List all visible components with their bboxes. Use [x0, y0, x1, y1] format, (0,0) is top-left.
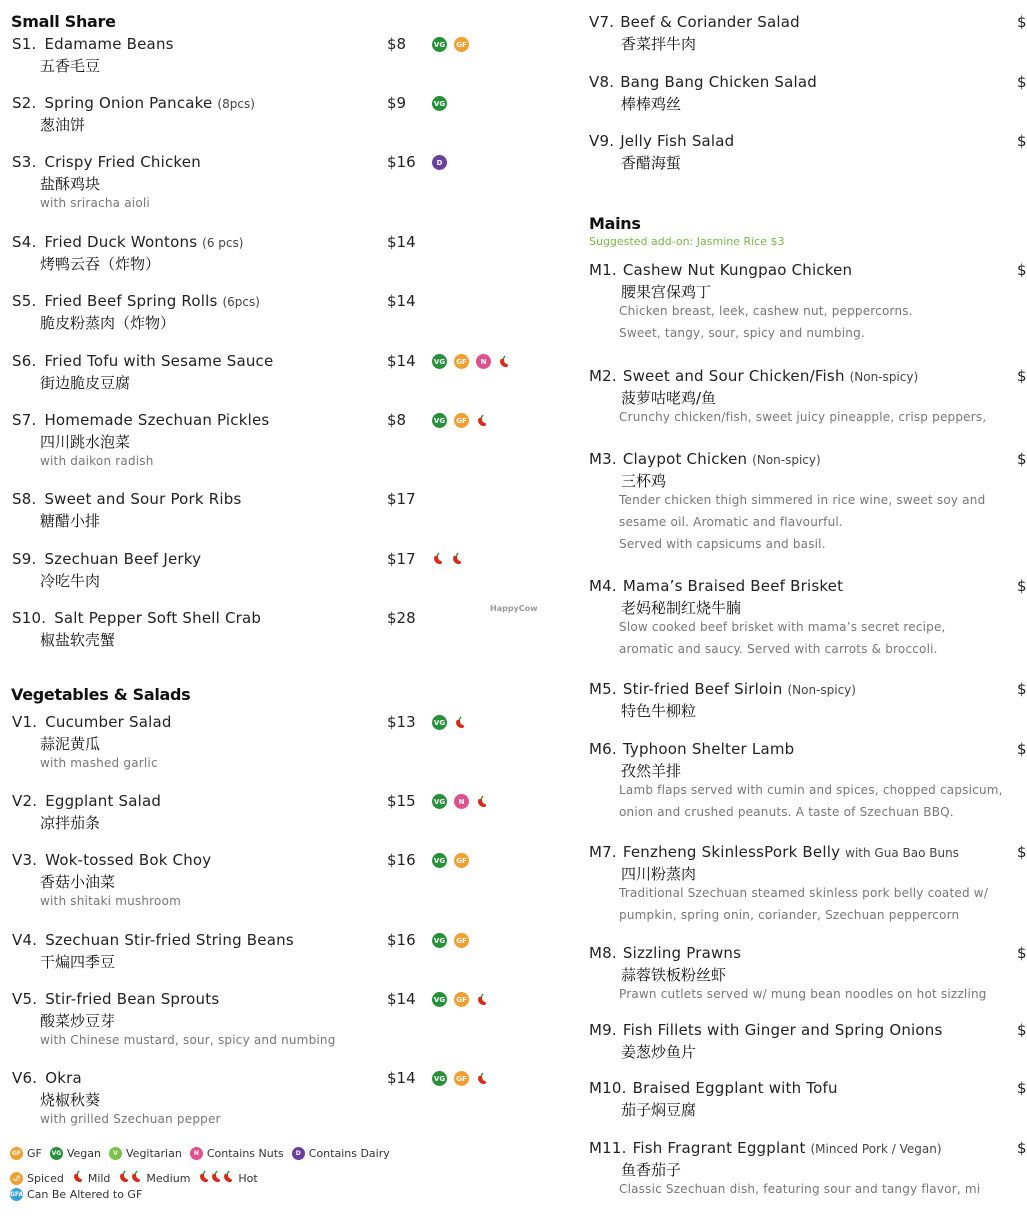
item-description: with mashed garlic [40, 756, 158, 770]
legend-nuts-label: Contains Nuts [206, 1147, 284, 1160]
item-description: Tender chicken thigh simmered in rice wine, sweet soy and [619, 493, 986, 507]
menu-item [0, 411, 560, 471]
gf-badge-icon: GF [454, 853, 469, 868]
item-description: Chicken breast, leek, cashew nut, peppercorns. [619, 304, 913, 318]
happycow-watermark: HappyCow [490, 604, 538, 613]
item-description: aromatic and saucy. Served with carrots & broccoli. [619, 642, 938, 656]
item-chinese-name: 茄子焖豆腐 [621, 1101, 697, 1119]
item-name [589, 944, 741, 962]
item-title: Szechuan Stir-fried String Beans [45, 931, 294, 949]
item-code: V4. [12, 931, 38, 949]
menu-item [0, 233, 560, 293]
menu-item [0, 851, 560, 911]
legend-dairy-label: Contains Dairy [308, 1147, 390, 1160]
item-price: $8 [387, 411, 407, 429]
legend-row-3 [10, 1188, 142, 1201]
item-price: $ [1017, 1139, 1027, 1157]
vg-badge-icon: VG [432, 413, 447, 428]
item-name [12, 352, 273, 370]
nuts-badge-icon: N [454, 794, 469, 809]
menu-item [0, 292, 560, 352]
item-qualifier: with Gua Bao Buns [845, 846, 959, 860]
item-code: S7. [12, 411, 37, 429]
item-price: $28 [387, 609, 416, 627]
item-chinese-name: 街边脆皮豆腐 [40, 374, 131, 392]
chili-icon [432, 552, 444, 565]
item-code: S9. [12, 550, 37, 568]
item-name [12, 792, 161, 810]
item-chinese-name: 蒜蓉铁板粉丝虾 [621, 966, 727, 984]
menu-item [0, 931, 560, 991]
item-description: with daikon radish [40, 454, 154, 468]
vg-badge-icon: VG [432, 354, 447, 369]
vg-badge-icon: VG [432, 96, 447, 111]
item-chinese-name: 烤鸭云吞（炸物） [40, 255, 161, 273]
legend-row-2 [10, 1170, 258, 1186]
item-badges [432, 155, 447, 170]
item-code: V2. [12, 792, 38, 810]
item-name [12, 411, 269, 429]
vegan-badge-icon: VG [50, 1147, 63, 1160]
vg-badge-icon: VG [432, 853, 447, 868]
item-badges [432, 413, 488, 428]
item-price: $17 [387, 490, 416, 508]
item-title: Mama’s Braised Beef Brisket [622, 577, 844, 595]
item-code: V9. [589, 132, 615, 150]
item-qualifier: (8pcs) [217, 97, 255, 111]
item-title: Fish Fragrant Eggplant [632, 1139, 806, 1157]
mains-suggested-addon: Suggested add-on: Jasmine Rice $3 [589, 235, 785, 248]
menu-item [0, 490, 560, 550]
item-chinese-name: 四川跳水泡菜 [40, 433, 131, 451]
mains-title: Mains [589, 214, 641, 233]
item-title: Salt Pepper Soft Shell Crab [54, 609, 262, 627]
item-chinese-name: 冷吃牛肉 [40, 572, 101, 590]
item-name [12, 153, 201, 171]
menu-item [578, 132, 1027, 212]
item-title: Eggplant Salad [45, 792, 162, 810]
item-badges [432, 933, 469, 948]
item-title: Braised Eggplant with Tofu [632, 1079, 838, 1097]
item-chinese-name: 蒜泥黄瓜 [40, 735, 101, 753]
item-name [589, 450, 821, 468]
item-qualifier: (6 pcs) [202, 236, 244, 250]
item-title: Stir-fried Beef Sirloin [622, 680, 783, 698]
item-chinese-name: 凉拌茄条 [40, 814, 101, 832]
item-chinese-name: 五香毛豆 [40, 57, 101, 75]
item-price: $ [1017, 680, 1027, 698]
legend-hot-label: Hot [238, 1171, 258, 1185]
item-name [12, 35, 174, 53]
item-code: S3. [12, 153, 37, 171]
item-description: Crunchy chicken/fish, sweet juicy pineapple, crisp peppers, [619, 410, 987, 424]
vg-badge-icon: VG [432, 37, 447, 52]
item-qualifier-vegan: Vegan [899, 1142, 937, 1156]
item-price: $ [1017, 577, 1027, 595]
item-name [12, 292, 260, 310]
item-chinese-name: 脆皮粉蒸肉（炸物） [40, 314, 176, 332]
chili-icon [198, 1170, 210, 1183]
item-price: $ [1017, 132, 1027, 150]
menu-item [0, 550, 560, 610]
item-description: with grilled Szechuan pepper [40, 1112, 221, 1126]
item-description: Slow cooked beef brisket with mama’s secret recipe, [619, 620, 946, 634]
menu-item [578, 577, 1027, 657]
item-title: Fried Duck Wontons [44, 233, 198, 251]
item-code: M9. [589, 1021, 617, 1039]
dairy-badge-icon: D [432, 155, 447, 170]
item-name [12, 490, 242, 508]
legend-medium-label: Medium [146, 1171, 191, 1185]
item-chinese-name: 四川粉蒸肉 [621, 865, 697, 883]
item-name [589, 13, 800, 31]
item-title: Claypot Chicken [622, 450, 748, 468]
legend-gfa-label: Can Be Altered to GF [27, 1188, 143, 1201]
item-title: Typhoon Shelter Lamb [622, 740, 795, 758]
menu-item [0, 35, 560, 95]
item-code: V1. [12, 713, 38, 731]
item-chinese-name: 特色牛柳粒 [621, 702, 697, 720]
vegetarian-badge-icon: V [109, 1147, 122, 1160]
dairy-badge-icon: D [292, 1147, 305, 1160]
item-code: S1. [12, 35, 37, 53]
menu-item [578, 1139, 1027, 1219]
item-badges [432, 853, 469, 868]
item-price: $8 [387, 35, 407, 53]
item-price: $16 [387, 851, 416, 869]
item-price: $16 [387, 153, 416, 171]
item-qualifier: (Non-spicy) [787, 683, 856, 697]
item-badges [432, 96, 447, 111]
item-code: V5. [12, 990, 38, 1008]
menu-item [578, 944, 1027, 1024]
item-chinese-name: 椒盐软壳蟹 [40, 631, 116, 649]
chili-icon [454, 716, 466, 729]
item-code: M5. [589, 680, 617, 698]
item-badges [432, 715, 466, 730]
item-description: with Chinese mustard, sour, spicy and numbing [40, 1033, 336, 1047]
item-title: Sizzling Prawns [622, 944, 742, 962]
item-price: $15 [387, 792, 416, 810]
item-title: Beef & Coriander Salad [620, 13, 800, 31]
legend-vegetarian-label: Vegitarian [126, 1147, 182, 1160]
chili-icon [498, 355, 510, 368]
item-code: S2. [12, 94, 37, 112]
chili-icon [130, 1170, 142, 1183]
item-code: M1. [589, 261, 617, 279]
menu-item [578, 367, 1027, 447]
item-name [12, 233, 243, 251]
menu-item [0, 609, 560, 669]
item-title: Stir-fried Bean Sprouts [45, 990, 220, 1008]
item-code: S4. [12, 233, 37, 251]
item-chinese-name: 烧椒秋葵 [40, 1091, 101, 1109]
menu-item [578, 843, 1027, 923]
item-description: with shitaki mushroom [40, 894, 182, 908]
item-price: $ [1017, 843, 1027, 861]
chili-icon [476, 1072, 488, 1085]
hot-chili-icon [198, 1170, 234, 1186]
menu-item [0, 990, 560, 1050]
item-price: $ [1017, 450, 1027, 468]
legend-row-1 [10, 1147, 390, 1160]
item-title: Cucumber Salad [45, 713, 172, 731]
item-description: Classic Szechuan dish, featuring sour and tangy flavor, mi [619, 1182, 981, 1196]
item-chinese-name: 三杯鸡 [621, 472, 667, 490]
gf-badge-icon: GF [454, 992, 469, 1007]
vg-badge-icon: VG [432, 992, 447, 1007]
item-name [589, 261, 852, 279]
item-name [12, 609, 261, 627]
item-name [589, 577, 843, 595]
chili-icon [210, 1170, 222, 1183]
legend-mild-label: Mild [87, 1171, 111, 1185]
item-chinese-name: 棒棒鸡丝 [621, 95, 682, 113]
small-share-title: Small Share [11, 12, 116, 31]
item-title: Crispy Fried Chicken [44, 153, 201, 171]
item-name [589, 740, 794, 758]
menu-item [0, 1069, 560, 1129]
gfa-badge-icon: GFA [10, 1188, 23, 1201]
item-name [589, 680, 856, 698]
item-title: Sweet and Sour Chicken/Fish [622, 367, 845, 385]
gf-badge-icon: GF [454, 354, 469, 369]
item-description: Prawn cutlets served w/ mung bean noodles on hot sizzling [619, 987, 987, 1001]
item-name [12, 851, 211, 869]
item-code: S5. [12, 292, 37, 310]
item-description: sesame oil. Aromatic and flavourful. [619, 515, 843, 529]
item-code: M4. [589, 577, 617, 595]
item-chinese-name: 腰果宫保鸡丁 [621, 283, 712, 301]
chili-icon [476, 993, 488, 1006]
item-badges [432, 354, 510, 369]
nuts-badge-icon: N [190, 1147, 203, 1160]
item-qualifier: (6pcs) [222, 295, 260, 309]
item-code: V6. [12, 1069, 38, 1087]
item-badges [432, 992, 488, 1007]
gf-badge-icon: GF [454, 37, 469, 52]
item-name [12, 931, 294, 949]
item-badges [432, 794, 488, 809]
legend-gf-label: GF [27, 1147, 42, 1160]
item-name [589, 73, 817, 91]
menu-item [0, 352, 560, 412]
item-title: Spring Onion Pancake [44, 94, 213, 112]
item-description: Sweet, tangy, sour, spicy and numbing. [619, 326, 865, 340]
spiced-icon: 🌶 [10, 1172, 23, 1185]
item-chinese-name: 干煸四季豆 [40, 953, 116, 971]
menu-item [0, 153, 560, 213]
item-chinese-name: 姜葱炒鱼片 [621, 1043, 697, 1061]
item-badges [432, 552, 463, 565]
nuts-badge-icon: N [476, 354, 491, 369]
item-description: onion and crushed peanuts. A taste of Szechuan BBQ. [619, 805, 954, 819]
chili-icon [476, 414, 488, 427]
chili-icon [222, 1170, 234, 1183]
item-price: $ [1017, 1021, 1027, 1039]
item-description: Lamb flaps served with cumin and spices, chopped capsicum, [619, 783, 1003, 797]
chili-icon [476, 795, 488, 808]
item-badges [432, 37, 469, 52]
item-name [589, 843, 959, 861]
item-chinese-name: 糖醋小排 [40, 512, 101, 530]
item-code: M10. [589, 1079, 627, 1097]
menu-item [578, 740, 1027, 820]
item-code: V8. [589, 73, 615, 91]
item-chinese-name: 鱼香茄子 [621, 1161, 682, 1179]
item-badges [432, 1071, 488, 1086]
item-title: Wok-tossed Bok Choy [45, 851, 212, 869]
item-description: Traditional Szechuan steamed skinless pork belly coated w/ [619, 886, 989, 900]
item-title: Cashew Nut Kungpao Chicken [622, 261, 853, 279]
item-price: $9 [387, 94, 407, 112]
gf-badge-icon: GF [10, 1147, 23, 1160]
item-price: $ [1017, 367, 1027, 385]
vegetables-salads-title: Vegetables & Salads [11, 685, 191, 704]
item-price: $14 [387, 1069, 416, 1087]
item-name [12, 550, 201, 568]
item-title: Jelly Fish Salad [620, 132, 735, 150]
item-qualifier-end: ) [936, 1142, 942, 1156]
item-code: S10. [12, 609, 47, 627]
item-code: M7. [589, 843, 617, 861]
item-chinese-name: 孜然羊排 [621, 762, 682, 780]
item-title: Sweet and Sour Pork Ribs [44, 490, 242, 508]
item-code: S8. [12, 490, 37, 508]
item-code: S6. [12, 352, 37, 370]
item-code: M6. [589, 740, 617, 758]
menu-item [0, 792, 560, 852]
item-title: Fenzheng SkinlessPork Belly [622, 843, 841, 861]
item-chinese-name: 酸菜炒豆芽 [40, 1012, 116, 1030]
item-price: $ [1017, 740, 1027, 758]
item-price: $13 [387, 713, 416, 731]
item-name [589, 1021, 943, 1039]
item-qualifier: (Non-spicy) [752, 453, 821, 467]
item-qualifier: (Non-spicy) [849, 370, 919, 384]
item-description: pumpkin, spring onin, coriander, Szechuan peppercorn [619, 908, 960, 922]
menu-item [0, 713, 560, 773]
item-chinese-name: 香菇小油菜 [40, 873, 116, 891]
item-chinese-name: 葱油饼 [40, 116, 86, 134]
item-price: $14 [387, 990, 416, 1008]
item-title: Edamame Beans [44, 35, 174, 53]
item-code: M11. [589, 1139, 627, 1157]
item-title: Okra [45, 1069, 82, 1087]
item-name [12, 713, 172, 731]
item-price: $ [1017, 1079, 1027, 1097]
item-price: $16 [387, 931, 416, 949]
mild-chili-icon [72, 1170, 84, 1186]
item-name [589, 1139, 942, 1157]
item-price: $ [1017, 73, 1027, 91]
item-code: M2. [589, 367, 617, 385]
legend-spiced-label: Spiced [27, 1171, 64, 1185]
vg-badge-icon: VG [432, 715, 447, 730]
item-name [589, 132, 734, 150]
item-code: M8. [589, 944, 617, 962]
item-chinese-name: 老妈秘制红烧牛腩 [621, 599, 742, 617]
legend-vegan-label: Vegan [66, 1147, 101, 1160]
right-column [578, 0, 1027, 1218]
item-name [12, 1069, 82, 1087]
item-name [589, 367, 918, 385]
vg-badge-icon: VG [432, 794, 447, 809]
item-chinese-name: 盐酥鸡块 [40, 175, 101, 193]
item-title: Fish Fillets with Ginger and Spring Onions [622, 1021, 943, 1039]
item-price: $ [1017, 944, 1027, 962]
item-name [589, 1079, 838, 1097]
chili-icon [72, 1170, 84, 1183]
medium-chili-icon [118, 1170, 142, 1186]
item-title: Fried Beef Spring Rolls [44, 292, 218, 310]
item-price: $ [1017, 261, 1027, 279]
item-code: V7. [589, 13, 615, 31]
item-chinese-name: 香醋海蜇 [621, 154, 682, 172]
item-price: $ [1017, 13, 1027, 31]
item-name [12, 990, 219, 1008]
item-description: Served with capsicums and basil. [619, 537, 826, 551]
item-code: V3. [12, 851, 38, 869]
item-price: $14 [387, 292, 416, 310]
item-title: Fried Tofu with Sesame Sauce [44, 352, 274, 370]
gf-badge-icon: GF [454, 1071, 469, 1086]
chili-icon [118, 1170, 130, 1183]
item-name [12, 94, 255, 112]
item-price: $14 [387, 352, 416, 370]
item-code: M3. [589, 450, 617, 468]
vg-badge-icon: VG [432, 933, 447, 948]
item-title: Homemade Szechuan Pickles [44, 411, 270, 429]
menu-item [578, 450, 1027, 551]
gf-badge-icon: GF [454, 413, 469, 428]
item-qualifier: (Minced Pork / [810, 1142, 900, 1156]
chili-icon [451, 552, 463, 565]
item-title: Bang Bang Chicken Salad [620, 73, 817, 91]
menu-item [578, 261, 1027, 341]
vg-badge-icon: VG [432, 1071, 447, 1086]
item-price: $14 [387, 233, 416, 251]
item-description: with sriracha aioli [40, 196, 150, 210]
item-chinese-name: 香菜拌牛肉 [621, 35, 697, 53]
gf-badge-icon: GF [454, 933, 469, 948]
menu-item [0, 94, 560, 154]
item-price: $17 [387, 550, 416, 568]
item-chinese-name: 菠萝咕咾鸡/鱼 [621, 389, 717, 407]
item-title: Szechuan Beef Jerky [44, 550, 202, 568]
